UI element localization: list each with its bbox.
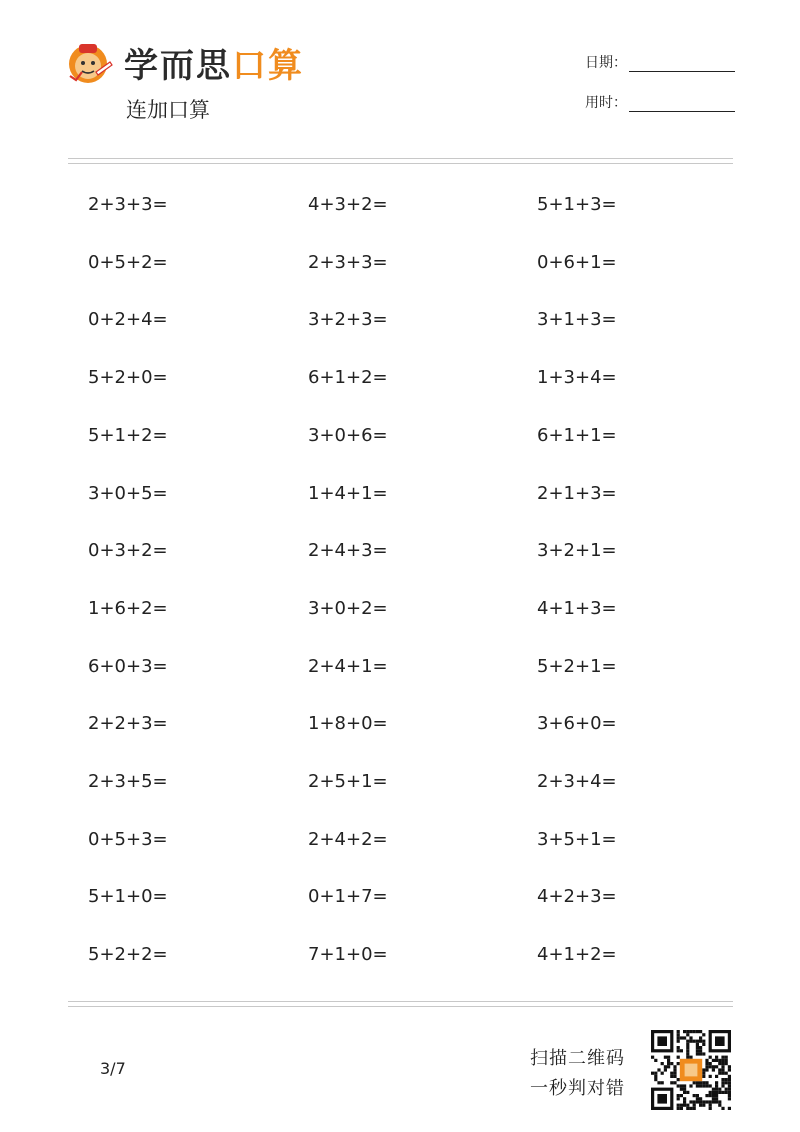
worksheet-subtitle: 连加口算 xyxy=(126,98,210,122)
time-label: 用时： xyxy=(585,95,627,111)
problem-item: 2+1+3= xyxy=(537,482,617,504)
problem-item: 4+3+2= xyxy=(308,194,388,215)
problem-item: 1+4+1= xyxy=(308,482,388,504)
problem-item: 3+5+1= xyxy=(537,828,617,850)
qr-code-icon[interactable] xyxy=(651,1030,731,1110)
bottom-divider xyxy=(68,1001,733,1002)
top-divider xyxy=(68,158,733,159)
problem-item: 2+4+3= xyxy=(308,540,388,562)
problem-item: 1+8+0= xyxy=(308,713,388,735)
brand-main: 学而思 xyxy=(124,46,232,86)
problem-item: 6+0+3= xyxy=(88,655,168,677)
problem-item: 3+2+1= xyxy=(537,540,617,562)
problem-item: 2+4+1= xyxy=(308,655,388,677)
problem-item: 3+2+3= xyxy=(308,309,388,331)
scan-hint-line1: 扫描二维码 xyxy=(530,1048,625,1069)
date-label: 日期： xyxy=(585,55,627,71)
scan-hint-line2: 一秒判对错 xyxy=(530,1078,625,1099)
brand-title xyxy=(124,38,304,87)
problem-item: 4+1+3= xyxy=(537,597,617,619)
problem-item: 7+1+0= xyxy=(308,944,388,966)
time-field xyxy=(585,92,735,112)
problem-item: 4+1+2= xyxy=(537,944,617,966)
problem-item: 5+2+0= xyxy=(88,367,168,389)
problem-item: 3+0+5= xyxy=(88,482,168,504)
problem-item: 3+1+3= xyxy=(537,309,617,331)
problem-item: 2+3+4= xyxy=(537,771,617,792)
problem-item: 0+6+1= xyxy=(537,251,617,273)
problem-item: 6+1+2= xyxy=(308,367,388,389)
top-divider-inner xyxy=(68,163,733,164)
date-blank-line xyxy=(629,57,735,72)
problem-item: 5+1+3= xyxy=(537,194,617,215)
problem-item: 2+3+3= xyxy=(88,194,168,215)
problem-item: 2+3+3= xyxy=(308,251,388,273)
problem-item: 2+5+1= xyxy=(308,771,388,792)
page-header xyxy=(0,0,800,160)
bottom-divider-inner xyxy=(68,1006,733,1007)
problem-item: 0+1+7= xyxy=(308,886,388,908)
problem-item: 3+0+6= xyxy=(308,424,388,446)
problem-item: 6+1+1= xyxy=(537,424,617,446)
problem-item: 1+6+2= xyxy=(88,597,168,619)
problem-item: 2+4+2= xyxy=(308,828,388,850)
problem-item: 3+0+2= xyxy=(308,597,388,619)
problem-item: 2+3+5= xyxy=(88,771,168,792)
time-blank-line xyxy=(629,97,735,112)
problem-item: 1+3+4= xyxy=(537,367,617,389)
problem-item: 0+2+4= xyxy=(88,309,168,331)
problem-item: 0+5+3= xyxy=(88,828,168,850)
problem-item: 5+1+0= xyxy=(88,886,168,908)
problem-item: 5+1+2= xyxy=(88,424,168,446)
page-number: 3/7 xyxy=(100,1059,126,1078)
monkey-mascot-icon xyxy=(66,38,114,86)
problem-item: 3+6+0= xyxy=(537,713,617,735)
problem-item: 2+2+3= xyxy=(88,713,168,735)
problem-item: 0+3+2= xyxy=(88,540,168,562)
problem-item: 4+2+3= xyxy=(537,886,617,908)
brand-accent: 口算 xyxy=(232,46,304,86)
problem-item: 5+2+1= xyxy=(537,655,617,677)
date-field xyxy=(585,52,735,72)
problem-item: 0+5+2= xyxy=(88,251,168,273)
problem-item: 5+2+2= xyxy=(88,944,168,966)
